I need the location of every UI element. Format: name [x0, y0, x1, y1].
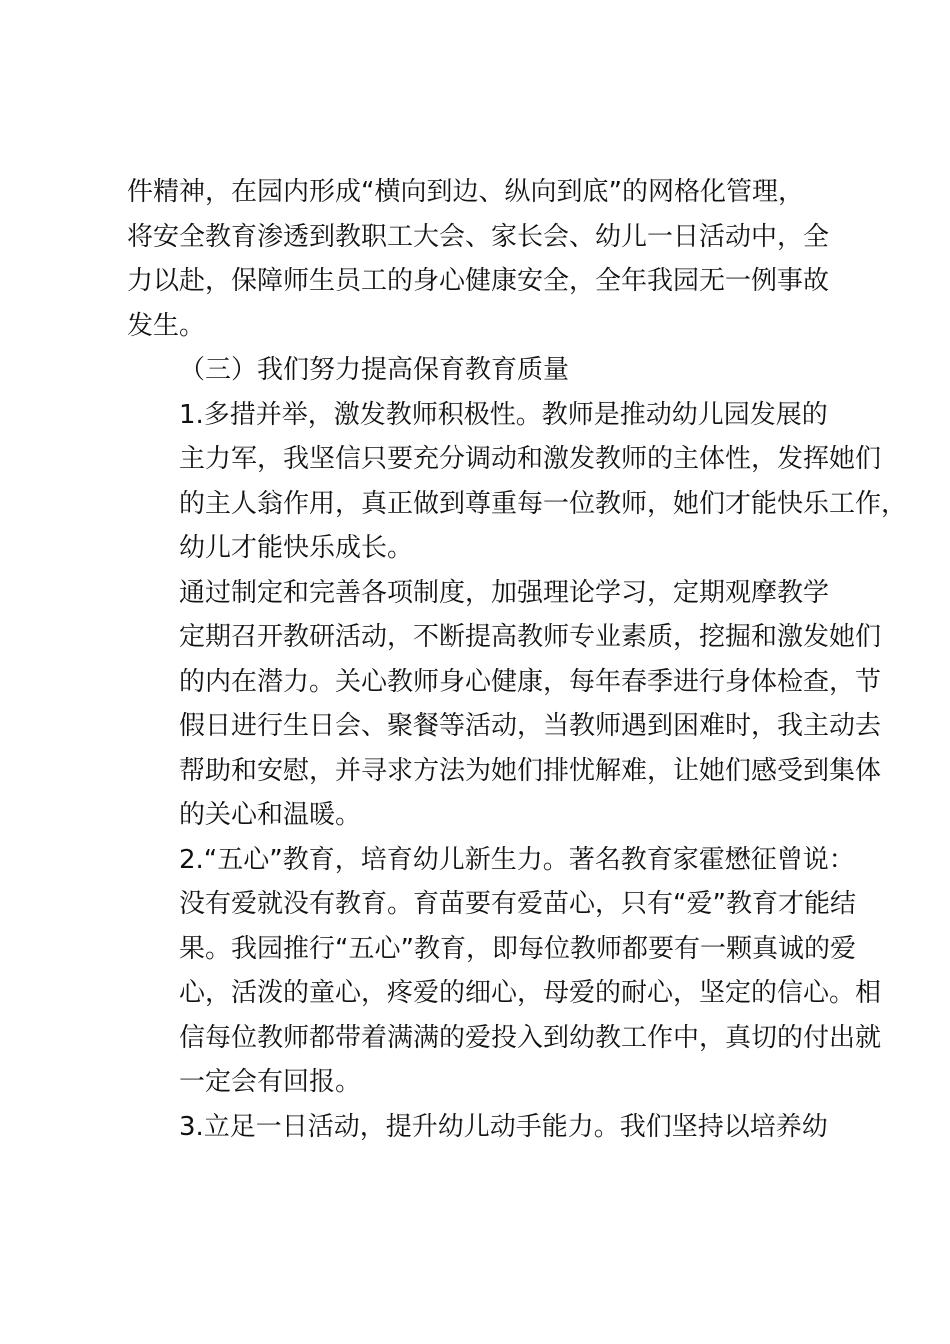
paragraph [127, 838, 882, 1105]
text-line: （三）我们努力提高保育教育质量 [179, 355, 570, 385]
text-line: 信每位教师都带着满满的爱投入到幼教工作中，真切的付出就 [179, 1022, 882, 1053]
text-line: 一定会有回报。 [179, 1067, 362, 1097]
document-body [127, 170, 908, 1149]
text-line: 帮助和安慰，并寻求方法为她们排忧解难，让她们感受到集体 [179, 755, 882, 786]
text-line: 的关心和温暖。 [179, 800, 362, 830]
text-line: 1.多措并举，激发教师积极性。教师是推动幼儿园发展的 [179, 399, 828, 430]
text-line: 的内在潜力。关心教师身心健康，每年春季进行身体检查，节 [179, 666, 882, 697]
text-line: 假日进行生日会、聚餐等活动，当教师遇到困难时，我主动去 [179, 711, 882, 741]
text-line: 将安全教育渗透到教职工大会、家长会、幼儿一日活动中，全 [127, 221, 830, 252]
text-line: 没有爱就没有教育。育苗要有爱苗心，只有“爱”教育才能结 [179, 889, 856, 919]
text-line: 力以赴，保障师生员工的身心健康安全，全年我园无一例事故 [127, 266, 830, 296]
text-line: 通过制定和完善各项制度，加强理论学习，定期观摩教学 [179, 577, 830, 608]
text-line: 果。我园推行“五心”教育，即每位教师都要有一颗真诚的爱 [179, 933, 856, 964]
text-line: 3.立足一日活动，提升幼儿动手能力。我们坚持以培养幼 [179, 1111, 828, 1142]
text-line: 主力军，我坚信只要充分调动和激发教师的主体性，发挥她们 [179, 444, 882, 474]
paragraph [127, 170, 857, 348]
paragraph [127, 393, 908, 571]
section-heading [127, 348, 857, 393]
text-line: 心，活泼的童心，疼爱的细心，母爱的耐心，坚定的信心。相 [179, 978, 882, 1008]
paragraph [127, 571, 882, 838]
text-line: 幼儿才能快乐成长。 [179, 533, 414, 563]
text-line: 2.“五心”教育，培育幼儿新生力。著名教育家霍懋征曾说： [179, 844, 855, 875]
paragraph [127, 1105, 857, 1150]
text-line: 件精神，在园内形成“横向到边、纵向到底”的网格化管理， [127, 177, 804, 207]
text-line: 的主人翁作用，真正做到尊重每一位教师，她们才能快乐工作， [179, 488, 908, 519]
text-line: 定期召开教研活动，不断提高教师专业素质，挖掘和激发她们 [179, 622, 882, 652]
text-line: 发生。 [127, 310, 206, 341]
